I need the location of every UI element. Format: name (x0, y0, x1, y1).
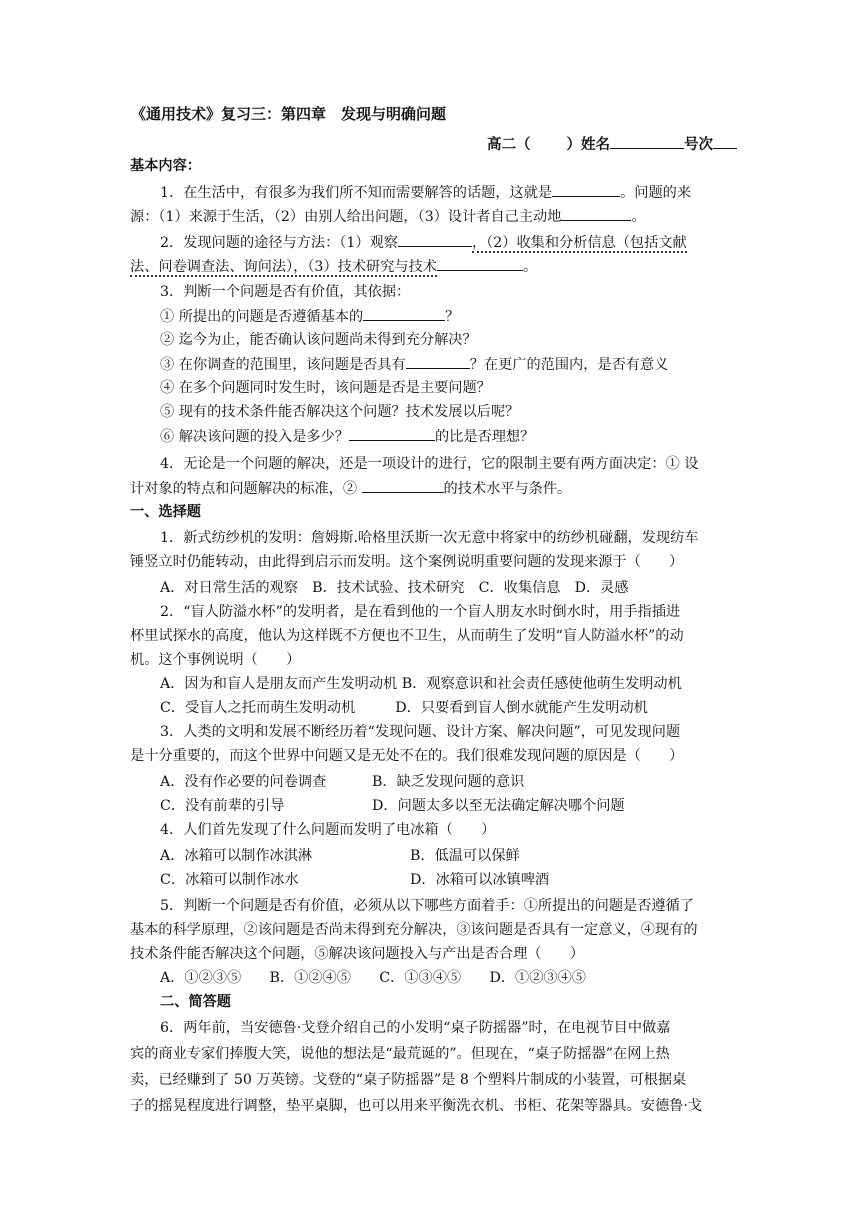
basic-item-2-line2 (130, 254, 740, 279)
basic-item-4-text-b: 计对象的特点和问题解决的标准，② (130, 481, 358, 497)
page-title: 《通用技术》复习三：第四章 发现与明确问题 (131, 105, 447, 123)
q3-options-row1 (160, 770, 740, 794)
q2-line3: 机。这个事例说明（ ） (130, 652, 301, 668)
basic-item-2-text-b: ，（2）收集和分析信息（包括文献 (471, 235, 687, 251)
criterion-1 (160, 304, 740, 329)
student-info-line (487, 132, 737, 154)
q3-options-row2 (160, 794, 740, 818)
q2-option-c[interactable]: C．受盲人之托而萌生发明动机 (160, 700, 356, 716)
q2-line2: 杯里试探水的高度，他认为这样既不方便也不卫生，从而萌生了发明“盲人防溢水杯”的动 (130, 628, 684, 644)
criterion-5: ⑤ 现有的技术条件能否解决这个问题？技术发展以后呢？ (160, 404, 520, 420)
q5-line3: 技术条件能否解决这个问题，⑤解决该问题投入与产出是否合理（ ） (130, 946, 585, 962)
basic-item-1-text-b: 。问题的来 (620, 185, 692, 201)
q4-options-row1 (160, 844, 740, 868)
criterion-6-text: ⑥ 解决该问题的投入是多少？ (160, 429, 349, 445)
q4-line1: 4．人们首先发现了什么问题而发明了电冰箱（ ） (160, 822, 496, 838)
blank-1[interactable] (552, 180, 620, 197)
basic-item-1-line1 (160, 180, 740, 205)
basic-item-1-line2 (130, 204, 740, 229)
number-label: 号次 (684, 136, 713, 153)
q4-option-b[interactable]: B．低温可以保鲜 (410, 848, 520, 864)
basic-item-1-text: 1．在生活中，有很多为我们所不知而需要解答的话题，这就是 (160, 185, 553, 201)
class-label: 高二（ (487, 136, 531, 153)
basic-item-3-heading: 3．判断一个问题是否有价值，其依据： (160, 284, 411, 300)
section-choice-heading: 一、选择题 (130, 504, 201, 520)
q1-line2: 锤竖立时仍能转动，由此得到启示而发明。这个案例说明重要问题的发现来源于（ ） (130, 554, 684, 570)
basic-item-2-text-d: 。 (522, 259, 538, 275)
q6-line2: 宾的商业专家们捧腹大笑，说他的想法是“最荒诞的”。但现在，“桌子防摇器”在网上热 (130, 1046, 670, 1062)
q3-line2: 是十分重要的，而这个世界中问题又是无处不在的。我们很难发现问题的原因是（ ） (130, 748, 684, 764)
name-blank[interactable] (610, 132, 684, 149)
blank-5[interactable] (363, 304, 445, 321)
q4-options-row2 (160, 868, 740, 892)
q3-option-d[interactable]: D．问题太多以至无法确定解决哪个问题 (372, 798, 625, 814)
q4-option-c[interactable]: C．冰箱可以制作冰水 (160, 872, 299, 888)
number-blank[interactable] (713, 132, 737, 149)
q5-options[interactable]: A．①②③⑤ B．①②④⑤ C．①③④⑤ D．①②③④⑤ (160, 970, 586, 986)
q2-option-d[interactable]: D．只要看到盲人倒水就能产生发明动机 (395, 700, 648, 716)
q2-options-row1 (160, 672, 740, 696)
q4-option-d[interactable]: D．冰箱可以冰镇啤酒 (410, 872, 550, 888)
q2-option-a[interactable]: A．因为和盲人是朋友而产生发明动机 (160, 676, 398, 692)
basic-heading: 基本内容： (130, 158, 201, 174)
q1-line1: 1．新式纺纱机的发明：詹姆斯.哈格里沃斯一次无意中将家中的纺纱机碰翻，发现纺车 (160, 530, 699, 546)
basic-item-2-line1 (160, 230, 740, 255)
section-short-answer-heading: 二、简答题 (160, 994, 231, 1010)
criterion-4: ④ 在多个问题同时发生时，该问题是否是主要问题？ (160, 380, 491, 396)
q4-option-a[interactable]: A．冰箱可以制作冰淇淋 (160, 848, 313, 864)
blank-4[interactable] (437, 254, 523, 271)
q3-option-b[interactable]: B．缺乏发现问题的意识 (372, 774, 525, 790)
criterion-1-text: ① 所提出的问题是否遵循基本的 (160, 309, 364, 325)
q2-options-row2 (160, 696, 740, 720)
criterion-6-text-b: 的比是否理想？ (434, 429, 535, 445)
basic-item-4-line1: 4．无论是一个问题的解决，还是一项设计的进行，它的限制主要有两方面决定：① 设 (160, 456, 699, 472)
basic-item-4-text-c: 的技术水平与条件。 (443, 481, 572, 497)
q5-line1: 5．判断一个问题是否有价值，必须从以下哪些方面着手：①所提出的问题是否遵循了 (160, 898, 694, 914)
blank-2[interactable] (561, 204, 631, 221)
blank-6[interactable] (406, 352, 470, 369)
q1-options[interactable]: A．对日常生活的观察 B．技术试验、技术研究 C．收集信息 D．灵感 (160, 580, 629, 596)
q6-line1: 6．两年前，当安德鲁·戈登介绍自己的小发明“桌子防摇器”时，在电视节目中做嘉 (160, 1020, 671, 1036)
name-label: ）姓名 (566, 136, 610, 153)
blank-3[interactable] (398, 230, 472, 247)
q3-option-a[interactable]: A．没有作必要的问卷调查 (160, 774, 327, 790)
q6-line4: 子的摇晃程度进行调整，垫平桌脚，也可以用来平衡洗衣机、书柜、花架等器具。安德鲁·戈 (130, 1098, 703, 1114)
q5-line2: 基本的科学原理，②该问题是否尚未得到充分解决，③该问题是否具有一定意义，④现有的 (130, 922, 698, 938)
criterion-6 (160, 424, 740, 449)
basic-item-4-line2 (130, 476, 740, 501)
q3-option-c[interactable]: C．没有前辈的引导 (160, 798, 285, 814)
blank-8[interactable] (362, 476, 444, 493)
criterion-1-text-b: ？ (445, 309, 460, 325)
criterion-3-text: ③ 在你调查的范围里，该问题是否具有 (160, 357, 406, 373)
q6-line3: 卖，已经赚到了 50 万英镑。戈登的“桌子防摇器”是 8 个塑料片制成的小装置，可根据桌 (130, 1072, 687, 1088)
criterion-3 (160, 352, 740, 377)
q2-option-b[interactable]: B．观察意识和社会责任感使他萌生发明动机 (401, 676, 682, 692)
q3-line1: 3．人类的文明和发展不断经历着“发现问题、设计方案、解决问题”，可见发现问题 (160, 724, 681, 740)
basic-item-2-text: 2．发现问题的途径与方法：（1）观察 (160, 235, 398, 251)
criterion-2: ② 迄今为止，能否确认该问题尚未得到充分解决？ (160, 332, 477, 348)
basic-item-1-text-c: 源：（1）来源于生活，（2）由别人给出问题，（3）设计者自己主动地 (130, 209, 562, 225)
q2-line1: 2．“盲人防溢水杯”的发明者，是在看到他的一个盲人朋友水时倒水时，用手指插进 (160, 604, 681, 620)
criterion-3-text-b: ？在更广的范围内，是否有意义 (469, 357, 669, 373)
basic-item-1-text-d: 。 (631, 209, 646, 225)
basic-item-2-text-c: 法、问卷调查法、询问法），（3）技术研究与技术 (130, 259, 437, 275)
blank-7[interactable] (349, 424, 435, 441)
